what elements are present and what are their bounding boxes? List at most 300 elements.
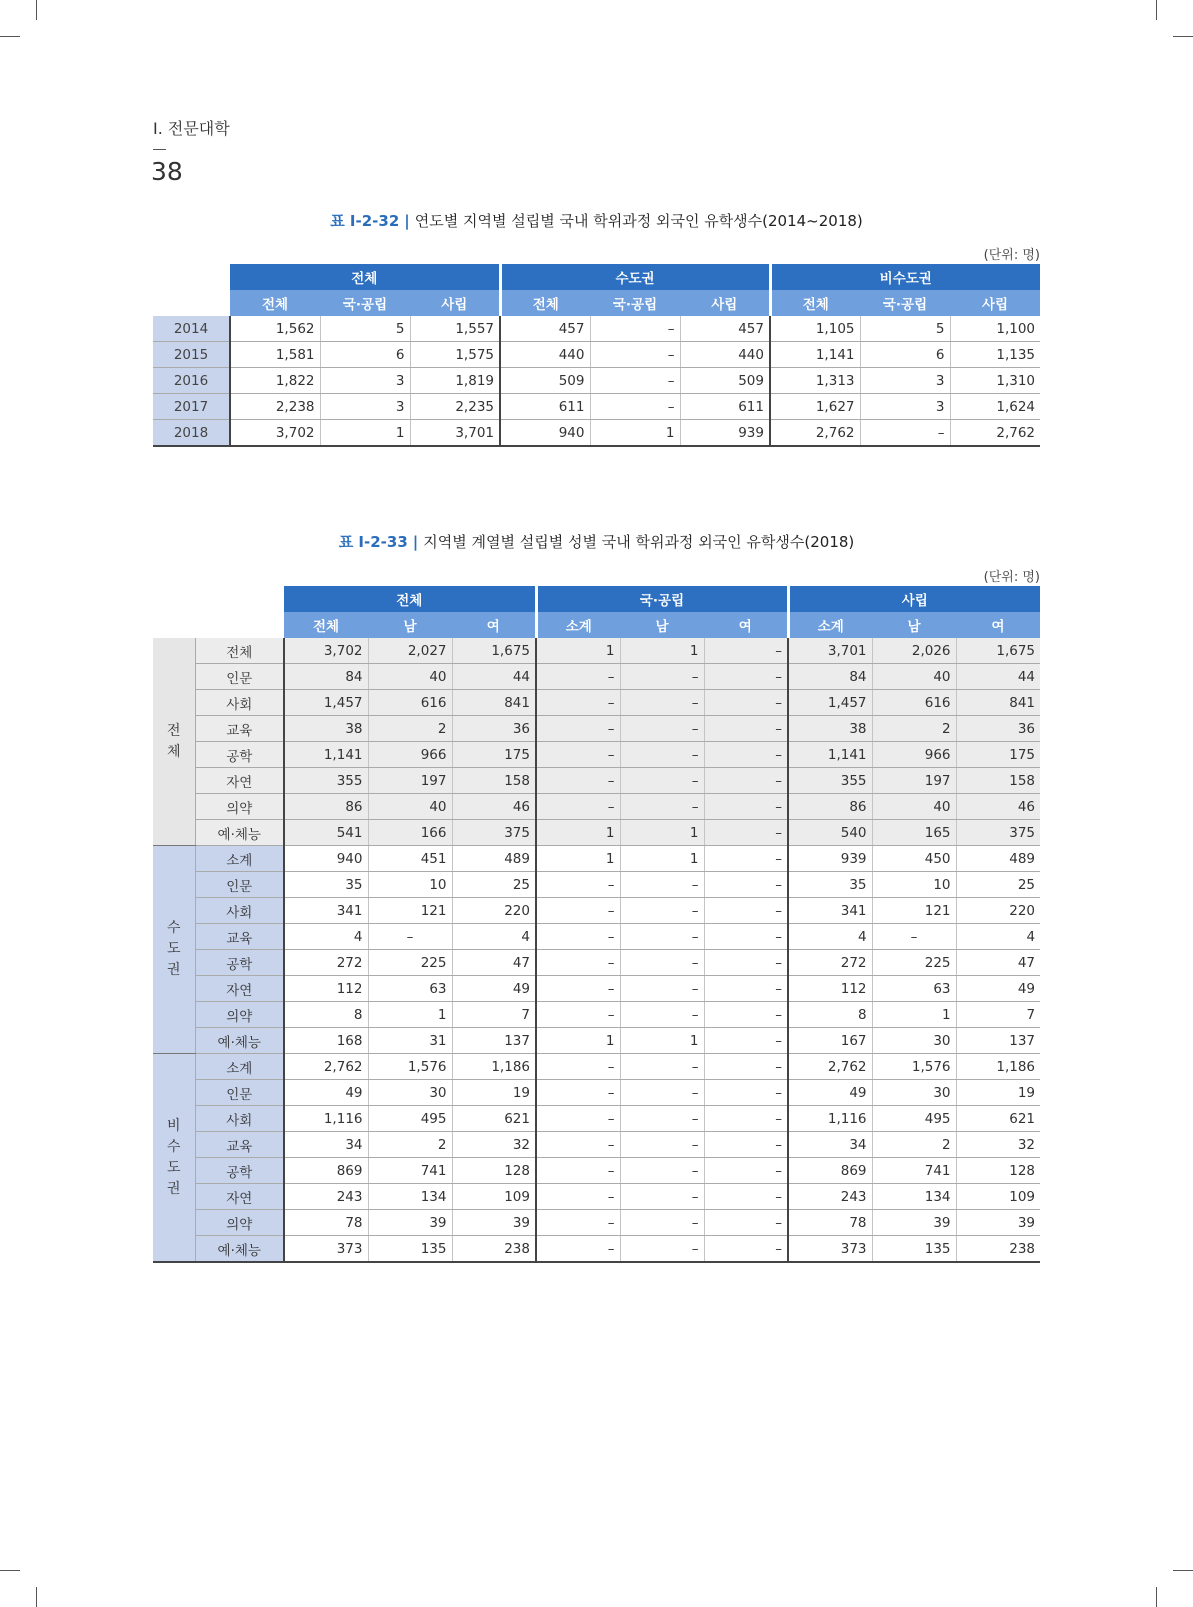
value-cell: 135 (368, 1236, 452, 1263)
value-cell: 39 (956, 1210, 1040, 1236)
table-row (153, 1054, 1040, 1080)
value-cell: 1,576 (872, 1054, 956, 1080)
table1 (153, 264, 1040, 447)
value-cell: 3,702 (230, 420, 320, 447)
value-cell: 1,627 (770, 394, 860, 420)
value-cell: – (620, 794, 704, 820)
value-cell: 8 (788, 1002, 872, 1028)
value-cell: 1 (536, 1028, 620, 1054)
value-cell: 175 (452, 742, 536, 768)
category-cell: 교육 (195, 924, 284, 950)
value-cell: 4 (452, 924, 536, 950)
value-cell: 47 (452, 950, 536, 976)
value-cell: 1,100 (950, 316, 1040, 342)
table2-subheader: 소계 (788, 612, 872, 638)
value-cell: – (704, 742, 788, 768)
value-cell: – (536, 742, 620, 768)
value-cell: 25 (956, 872, 1040, 898)
value-cell: 8 (284, 1002, 368, 1028)
value-cell: 7 (452, 1002, 536, 1028)
table-row (153, 368, 1040, 394)
value-cell: 243 (284, 1184, 368, 1210)
value-cell: – (704, 1210, 788, 1236)
value-cell: – (620, 872, 704, 898)
value-cell: – (704, 950, 788, 976)
value-cell: 841 (956, 690, 1040, 716)
table1-subheader: 전체 (230, 290, 320, 316)
page-number: 38 (151, 157, 183, 186)
value-cell: 10 (368, 872, 452, 898)
value-cell: 38 (284, 716, 368, 742)
value-cell: – (536, 1210, 620, 1236)
value-cell: 84 (788, 664, 872, 690)
value-cell: 741 (368, 1158, 452, 1184)
value-cell: – (536, 1002, 620, 1028)
caption-separator: | (412, 533, 419, 551)
table1-group-header: 전체 (230, 264, 500, 290)
value-cell: 1,186 (452, 1054, 536, 1080)
value-cell: 1 (872, 1002, 956, 1028)
value-cell: 49 (956, 976, 1040, 1002)
table-row (153, 342, 1040, 368)
value-cell: 49 (788, 1080, 872, 1106)
value-cell: 541 (284, 820, 368, 846)
value-cell: 440 (680, 342, 770, 368)
value-cell: 5 (860, 316, 950, 342)
value-cell: 1 (536, 846, 620, 872)
table2-subheader: 남 (872, 612, 956, 638)
table2-subheader: 전체 (284, 612, 368, 638)
crop-mark (1156, 1587, 1157, 1607)
value-cell: 966 (872, 742, 956, 768)
value-cell: 134 (368, 1184, 452, 1210)
value-cell: 1,624 (950, 394, 1040, 420)
table-row (153, 794, 1040, 820)
value-cell: 2 (872, 1132, 956, 1158)
category-cell: 전체 (195, 638, 284, 664)
table-row (153, 1184, 1040, 1210)
table1-corner (153, 290, 230, 316)
chapter-title: Ⅰ. 전문대학 (153, 119, 230, 138)
value-cell: 40 (368, 664, 452, 690)
value-cell: 36 (956, 716, 1040, 742)
category-cell: 소계 (195, 1054, 284, 1080)
value-cell: 495 (368, 1106, 452, 1132)
table-row (153, 976, 1040, 1002)
value-cell: 3 (320, 368, 410, 394)
value-cell: 1 (620, 638, 704, 664)
table1-group-header: 비수도권 (770, 264, 1040, 290)
value-cell: 39 (368, 1210, 452, 1236)
value-cell: 1 (320, 420, 410, 447)
value-cell: 35 (284, 872, 368, 898)
table-row (153, 1106, 1040, 1132)
value-cell: – (620, 976, 704, 1002)
value-cell: – (536, 872, 620, 898)
table-row (153, 1028, 1040, 1054)
value-cell: 128 (956, 1158, 1040, 1184)
value-cell: 1 (620, 1028, 704, 1054)
value-cell: 1,557 (410, 316, 500, 342)
value-cell: 168 (284, 1028, 368, 1054)
value-cell: – (620, 1184, 704, 1210)
value-cell: – (620, 1002, 704, 1028)
value-cell: 6 (320, 342, 410, 368)
category-cell: 예·체능 (195, 1028, 284, 1054)
value-cell: 450 (872, 846, 956, 872)
category-cell: 사회 (195, 690, 284, 716)
table2-subheader: 여 (704, 612, 788, 638)
value-cell: 869 (284, 1158, 368, 1184)
value-cell: 175 (956, 742, 1040, 768)
value-cell: 46 (452, 794, 536, 820)
value-cell: 225 (368, 950, 452, 976)
value-cell: 616 (368, 690, 452, 716)
value-cell: – (620, 1132, 704, 1158)
crop-mark (36, 1587, 37, 1607)
value-cell: 1 (590, 420, 680, 447)
table-row (153, 1132, 1040, 1158)
value-cell: 2 (872, 716, 956, 742)
table-row (153, 950, 1040, 976)
value-cell: 451 (368, 846, 452, 872)
category-cell: 예·체능 (195, 1236, 284, 1263)
value-cell: 86 (788, 794, 872, 820)
value-cell: 134 (872, 1184, 956, 1210)
value-cell: 611 (500, 394, 590, 420)
value-cell: – (620, 1080, 704, 1106)
table1-subheader: 국·공립 (590, 290, 680, 316)
value-cell: 238 (452, 1236, 536, 1263)
value-cell: 489 (452, 846, 536, 872)
year-cell: 2016 (153, 368, 230, 394)
value-cell: 78 (788, 1210, 872, 1236)
value-cell: 1 (536, 820, 620, 846)
value-cell: 741 (872, 1158, 956, 1184)
value-cell: – (536, 1184, 620, 1210)
value-cell: 489 (956, 846, 1040, 872)
value-cell: 2,027 (368, 638, 452, 664)
category-cell: 공학 (195, 742, 284, 768)
table-row (153, 716, 1040, 742)
value-cell: – (704, 690, 788, 716)
value-cell: 243 (788, 1184, 872, 1210)
value-cell: 112 (284, 976, 368, 1002)
value-cell: 40 (368, 794, 452, 820)
value-cell: 373 (284, 1236, 368, 1263)
value-cell: – (620, 716, 704, 742)
value-cell: 1,141 (770, 342, 860, 368)
value-cell: – (620, 1054, 704, 1080)
value-cell: 3 (860, 368, 950, 394)
value-cell: 1,819 (410, 368, 500, 394)
value-cell: 4 (788, 924, 872, 950)
header-rule (153, 149, 166, 150)
value-cell: 34 (788, 1132, 872, 1158)
table-row (153, 664, 1040, 690)
value-cell: – (620, 898, 704, 924)
category-cell: 공학 (195, 950, 284, 976)
table-row (153, 768, 1040, 794)
value-cell: 39 (872, 1210, 956, 1236)
value-cell: 1 (620, 846, 704, 872)
table-row (153, 1080, 1040, 1106)
value-cell: – (704, 794, 788, 820)
value-cell: – (704, 1028, 788, 1054)
table2-subheader: 여 (452, 612, 536, 638)
value-cell: 34 (284, 1132, 368, 1158)
value-cell: – (536, 1236, 620, 1263)
value-cell: 220 (452, 898, 536, 924)
value-cell: 121 (368, 898, 452, 924)
region-group-label: 수 도 권 (153, 846, 195, 1054)
value-cell: – (704, 1106, 788, 1132)
value-cell: 30 (872, 1080, 956, 1106)
value-cell: – (704, 1054, 788, 1080)
table-row (153, 690, 1040, 716)
value-cell: – (536, 924, 620, 950)
category-cell: 인문 (195, 872, 284, 898)
value-cell: 49 (452, 976, 536, 1002)
value-cell: 1,822 (230, 368, 320, 394)
value-cell: 2,762 (284, 1054, 368, 1080)
table1-caption-title: 연도별 지역별 설립별 국내 학위과정 외국인 유학생수(2014~2018) (414, 212, 863, 230)
value-cell: 63 (368, 976, 452, 1002)
value-cell: 1 (368, 1002, 452, 1028)
value-cell: 1,135 (950, 342, 1040, 368)
value-cell: 128 (452, 1158, 536, 1184)
value-cell: – (536, 664, 620, 690)
value-cell: 355 (284, 768, 368, 794)
table2-subheader: 여 (956, 612, 1040, 638)
value-cell: 621 (956, 1106, 1040, 1132)
category-cell: 자연 (195, 1184, 284, 1210)
value-cell: 10 (872, 872, 956, 898)
value-cell: – (368, 924, 452, 950)
value-cell: – (536, 1132, 620, 1158)
value-cell: – (536, 1106, 620, 1132)
table1-corner (153, 264, 230, 290)
value-cell: 40 (872, 794, 956, 820)
table-row (153, 872, 1040, 898)
table1-subheader: 전체 (770, 290, 860, 316)
value-cell: – (536, 1080, 620, 1106)
value-cell: 611 (680, 394, 770, 420)
table2-group-header: 국·공립 (536, 586, 788, 612)
value-cell: – (704, 1132, 788, 1158)
category-cell: 소계 (195, 846, 284, 872)
value-cell: 440 (500, 342, 590, 368)
value-cell: – (590, 394, 680, 420)
value-cell: – (620, 1236, 704, 1263)
value-cell: – (536, 1054, 620, 1080)
value-cell: – (704, 1236, 788, 1263)
value-cell: 1,116 (788, 1106, 872, 1132)
value-cell: 2,762 (788, 1054, 872, 1080)
value-cell: – (536, 950, 620, 976)
value-cell: 220 (956, 898, 1040, 924)
table-row (153, 420, 1040, 447)
value-cell: 540 (788, 820, 872, 846)
value-cell: 2,026 (872, 638, 956, 664)
value-cell: – (704, 1002, 788, 1028)
crop-mark (0, 1570, 20, 1571)
category-cell: 자연 (195, 976, 284, 1002)
value-cell: – (704, 924, 788, 950)
table2-caption (153, 531, 1040, 552)
year-cell: 2015 (153, 342, 230, 368)
value-cell: 2,238 (230, 394, 320, 420)
value-cell: 272 (284, 950, 368, 976)
value-cell: 46 (956, 794, 1040, 820)
value-cell: 35 (788, 872, 872, 898)
value-cell: 32 (956, 1132, 1040, 1158)
value-cell: 939 (680, 420, 770, 447)
table2-group-header: 전체 (284, 586, 536, 612)
value-cell: 1,457 (788, 690, 872, 716)
value-cell: – (620, 742, 704, 768)
category-cell: 예·체능 (195, 820, 284, 846)
value-cell: 355 (788, 768, 872, 794)
value-cell: 621 (452, 1106, 536, 1132)
value-cell: – (872, 924, 956, 950)
value-cell: 940 (500, 420, 590, 447)
value-cell: – (536, 716, 620, 742)
value-cell: 841 (452, 690, 536, 716)
table1-subheader: 사립 (680, 290, 770, 316)
value-cell: 135 (872, 1236, 956, 1263)
value-cell: 1,141 (284, 742, 368, 768)
value-cell: 3,701 (788, 638, 872, 664)
table2-unit: (단위: 명) (983, 570, 1040, 585)
value-cell: 3 (860, 394, 950, 420)
table1-subheader: 사립 (410, 290, 500, 316)
crop-mark (1173, 36, 1193, 37)
value-cell: – (704, 820, 788, 846)
category-cell: 의약 (195, 1210, 284, 1236)
value-cell: 25 (452, 872, 536, 898)
category-cell: 인문 (195, 664, 284, 690)
value-cell: 2,762 (950, 420, 1040, 447)
value-cell: 38 (788, 716, 872, 742)
value-cell: 1 (620, 820, 704, 846)
crop-mark (1156, 0, 1157, 20)
value-cell: 7 (956, 1002, 1040, 1028)
value-cell: – (620, 1106, 704, 1132)
value-cell: 1,675 (956, 638, 1040, 664)
value-cell: 509 (680, 368, 770, 394)
value-cell: 3,702 (284, 638, 368, 664)
value-cell: 84 (284, 664, 368, 690)
value-cell: – (704, 638, 788, 664)
value-cell: 44 (452, 664, 536, 690)
value-cell: 457 (500, 316, 590, 342)
table2-subheader: 소계 (536, 612, 620, 638)
value-cell: 2,235 (410, 394, 500, 420)
value-cell: – (620, 690, 704, 716)
value-cell: 5 (320, 316, 410, 342)
value-cell: 2,762 (770, 420, 860, 447)
value-cell: 63 (872, 976, 956, 1002)
value-cell: 1 (536, 638, 620, 664)
value-cell: 31 (368, 1028, 452, 1054)
crop-mark (1173, 1570, 1193, 1571)
table2-subheader: 남 (620, 612, 704, 638)
table2 (153, 586, 1040, 1263)
value-cell: – (620, 1210, 704, 1236)
value-cell: 225 (872, 950, 956, 976)
value-cell: 966 (368, 742, 452, 768)
value-cell: 2 (368, 1132, 452, 1158)
category-cell: 공학 (195, 1158, 284, 1184)
category-cell: 자연 (195, 768, 284, 794)
table-row (153, 846, 1040, 872)
value-cell: – (620, 924, 704, 950)
value-cell: – (536, 898, 620, 924)
table2-corner (153, 612, 284, 638)
table-row (153, 742, 1040, 768)
value-cell: 19 (956, 1080, 1040, 1106)
category-cell: 교육 (195, 716, 284, 742)
value-cell: 167 (788, 1028, 872, 1054)
value-cell: 109 (452, 1184, 536, 1210)
value-cell: 39 (452, 1210, 536, 1236)
value-cell: 197 (872, 768, 956, 794)
crop-mark (0, 36, 20, 37)
value-cell: – (590, 368, 680, 394)
year-cell: 2014 (153, 316, 230, 342)
year-cell: 2017 (153, 394, 230, 420)
table-row (153, 1002, 1040, 1028)
value-cell: 112 (788, 976, 872, 1002)
value-cell: 78 (284, 1210, 368, 1236)
value-cell: 49 (284, 1080, 368, 1106)
value-cell: 373 (788, 1236, 872, 1263)
value-cell: – (536, 690, 620, 716)
value-cell: 940 (284, 846, 368, 872)
value-cell: 341 (788, 898, 872, 924)
value-cell: 1,141 (788, 742, 872, 768)
value-cell: 4 (956, 924, 1040, 950)
value-cell: 1,576 (368, 1054, 452, 1080)
category-cell: 의약 (195, 1002, 284, 1028)
table-row (153, 1210, 1040, 1236)
table1-unit: (단위: 명) (983, 248, 1040, 263)
value-cell: 1,575 (410, 342, 500, 368)
value-cell: 3 (320, 394, 410, 420)
table-row (153, 316, 1040, 342)
value-cell: – (536, 768, 620, 794)
value-cell: – (620, 664, 704, 690)
table2-corner (153, 586, 284, 612)
table2-subheader: 남 (368, 612, 452, 638)
table-row (153, 898, 1040, 924)
value-cell: – (704, 872, 788, 898)
caption-separator: | (404, 212, 410, 230)
value-cell: 375 (452, 820, 536, 846)
value-cell: – (620, 1158, 704, 1184)
value-cell: 19 (452, 1080, 536, 1106)
value-cell: – (704, 976, 788, 1002)
category-cell: 사회 (195, 898, 284, 924)
table1-subheader: 국·공립 (860, 290, 950, 316)
value-cell: 1,457 (284, 690, 368, 716)
value-cell: 1,562 (230, 316, 320, 342)
value-cell: – (590, 316, 680, 342)
value-cell: 375 (956, 820, 1040, 846)
value-cell: 2 (368, 716, 452, 742)
value-cell: 238 (956, 1236, 1040, 1263)
